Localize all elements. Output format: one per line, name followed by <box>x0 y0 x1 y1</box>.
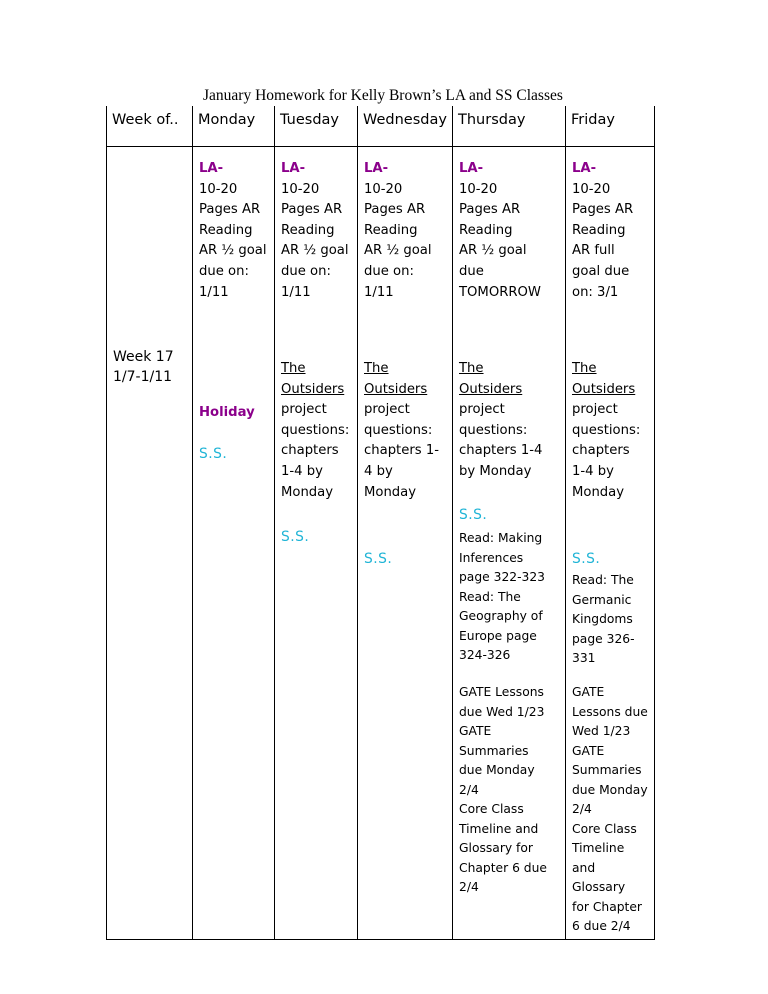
wednesday-cell <box>358 147 452 939</box>
outsiders-line: questions: <box>281 422 350 438</box>
la-line: 10-20 <box>281 181 320 197</box>
outsiders-line: 4 by <box>364 463 393 479</box>
gate-line: for Chapter <box>572 899 642 914</box>
outsiders-line: The <box>364 361 389 376</box>
gate-line: and <box>572 860 596 875</box>
la-line: Pages AR <box>199 202 261 218</box>
tuesday-la-block <box>281 159 349 303</box>
week-row <box>107 147 655 940</box>
read-line: Geography of <box>459 609 543 623</box>
outsiders-line: Monday <box>364 484 417 500</box>
gate-line: Summaries <box>572 763 642 777</box>
monday-la-block <box>199 159 267 303</box>
monday-ss-label: S.S. <box>199 446 228 462</box>
la-line: AR ½ goal <box>199 243 267 259</box>
header-wednesday: Wednesday <box>363 112 447 128</box>
la-line: TOMORROW <box>459 284 541 300</box>
outsiders-line: project <box>459 402 505 418</box>
outsiders-line: Outsiders <box>364 381 428 397</box>
thursday-ss-label: S.S. <box>459 507 488 523</box>
header-monday: Monday <box>198 112 256 128</box>
la-heading: LA- <box>364 161 389 176</box>
la-line: AR ½ goal <box>364 243 432 259</box>
outsiders-line: Monday <box>572 484 625 500</box>
outsiders-line: 1-4 by <box>572 463 614 479</box>
gate-line: due Wed 1/23 <box>459 704 545 719</box>
outsiders-line: The <box>572 361 597 376</box>
la-line: goal due <box>572 263 630 279</box>
wednesday-outsiders-block <box>364 359 439 503</box>
read-line: Europe page <box>459 628 537 643</box>
gate-line: due Monday <box>459 763 535 777</box>
la-heading: LA- <box>459 161 484 176</box>
la-line: AR ½ goal <box>459 243 527 259</box>
read-line: page 322-323 <box>459 570 546 584</box>
holiday-label: Holiday <box>199 405 255 420</box>
outsiders-line: The <box>459 361 484 376</box>
la-line: due on: <box>281 263 331 279</box>
la-line: 10-20 <box>572 181 611 197</box>
la-line: 1/11 <box>364 284 394 300</box>
header-tuesday: Tuesday <box>280 112 339 128</box>
outsiders-line: chapters 1- <box>364 443 439 459</box>
read-line: Read: Making <box>459 531 543 545</box>
gate-line: Core Class <box>459 802 524 816</box>
gate-line: 2/4 <box>459 880 479 894</box>
la-line: 1/11 <box>199 284 229 300</box>
outsiders-line: chapters <box>281 443 339 459</box>
gate-line: Glossary <box>572 880 626 894</box>
thursday-cell <box>453 147 565 939</box>
gate-line: Summaries <box>459 743 529 758</box>
header-week-of: Week of.. <box>112 112 179 128</box>
week-cell <box>107 147 192 939</box>
wednesday-ss-label: S.S. <box>364 551 393 567</box>
outsiders-line: The <box>281 361 306 376</box>
la-line: 10-20 <box>199 181 238 197</box>
friday-cell <box>566 147 654 939</box>
la-line: 10-20 <box>364 181 403 197</box>
gate-line: 6 due 2/4 <box>572 919 631 933</box>
gate-line: Lessons due <box>572 704 648 719</box>
la-line: AR ½ goal <box>281 243 349 259</box>
la-line: Reading <box>572 222 626 238</box>
friday-ss-label: S.S. <box>572 551 601 567</box>
gate-line: Chapter 6 due <box>459 860 547 875</box>
la-line: Pages AR <box>364 202 426 218</box>
read-line: 324-326 <box>459 648 511 662</box>
outsiders-line: 1-4 by <box>281 463 323 479</box>
friday-read-block <box>572 571 635 669</box>
la-line: Pages AR <box>459 202 521 218</box>
gate-line: Wed 1/23 <box>572 724 631 738</box>
wednesday-la-block <box>364 159 432 303</box>
la-line: Reading <box>459 222 513 238</box>
outsiders-line: project <box>364 402 410 418</box>
thursday-read-block <box>459 529 545 666</box>
la-line: due on: <box>199 263 249 279</box>
gate-line: GATE Lessons <box>459 685 544 699</box>
read-line: Read: The <box>572 573 634 587</box>
week-label: Week 17 <box>113 349 174 365</box>
read-line: 331 <box>572 651 596 665</box>
gate-line: 2/4 <box>572 802 592 816</box>
outsiders-line: by Monday <box>459 463 532 479</box>
outsiders-line: Outsiders <box>572 381 636 397</box>
la-heading: LA- <box>281 161 306 176</box>
la-line: Pages AR <box>572 202 634 218</box>
gate-line: 2/4 <box>459 782 479 797</box>
gate-line: Glossary for <box>459 841 533 855</box>
outsiders-line: project <box>572 402 618 418</box>
la-line: AR full <box>572 243 615 259</box>
la-heading: LA- <box>199 161 224 176</box>
monday-cell <box>193 147 274 939</box>
homework-table <box>106 106 655 940</box>
gate-line: GATE <box>572 685 605 699</box>
read-line: Germanic <box>572 592 632 607</box>
outsiders-line: Monday <box>281 484 334 500</box>
gate-line: GATE <box>572 743 605 758</box>
gate-line: Timeline <box>572 841 625 855</box>
la-line: Reading <box>364 222 418 238</box>
tuesday-outsiders-block <box>281 359 349 503</box>
tuesday-cell <box>275 147 357 939</box>
outsiders-line: Outsiders <box>459 381 523 397</box>
thursday-outsiders-block <box>459 359 542 483</box>
gate-line: GATE <box>459 724 492 738</box>
header-friday: Friday <box>571 112 615 128</box>
outsiders-line: project <box>281 402 327 418</box>
gate-line: due Monday <box>572 782 648 797</box>
thursday-la-block <box>459 159 541 303</box>
header-row <box>107 106 655 147</box>
la-line: Pages AR <box>281 202 343 218</box>
read-line: Inferences <box>459 550 524 565</box>
friday-la-block <box>572 159 633 303</box>
read-line: Kingdoms <box>572 612 633 626</box>
outsiders-line: chapters 1-4 <box>459 443 543 459</box>
header-thursday: Thursday <box>458 112 526 128</box>
outsiders-line: chapters <box>572 443 630 459</box>
gate-line: Timeline and <box>459 821 539 836</box>
la-line: due on: <box>364 263 414 279</box>
document-title: January Homework for Kelly Brown’s LA and SS Classes <box>203 87 563 104</box>
la-line: Reading <box>281 222 335 238</box>
gate-line: Core Class <box>572 821 637 836</box>
la-line: 1/11 <box>281 284 311 300</box>
la-heading: LA- <box>572 161 597 176</box>
tuesday-ss-label: S.S. <box>281 529 310 545</box>
read-line: Read: The <box>459 589 521 604</box>
la-line: due <box>459 263 484 279</box>
week-dates: 1/7-1/11 <box>113 369 173 385</box>
read-line: page 326- <box>572 631 635 646</box>
la-line: Reading <box>199 222 253 238</box>
la-line: 10-20 <box>459 181 498 197</box>
friday-gate-block <box>572 683 648 937</box>
outsiders-line: questions: <box>364 422 433 438</box>
thursday-gate-block <box>459 683 547 898</box>
outsiders-line: questions: <box>572 422 641 438</box>
outsiders-line: Outsiders <box>281 381 345 397</box>
la-line: on: 3/1 <box>572 284 619 300</box>
friday-outsiders-block <box>572 359 640 503</box>
outsiders-line: questions: <box>459 422 528 438</box>
